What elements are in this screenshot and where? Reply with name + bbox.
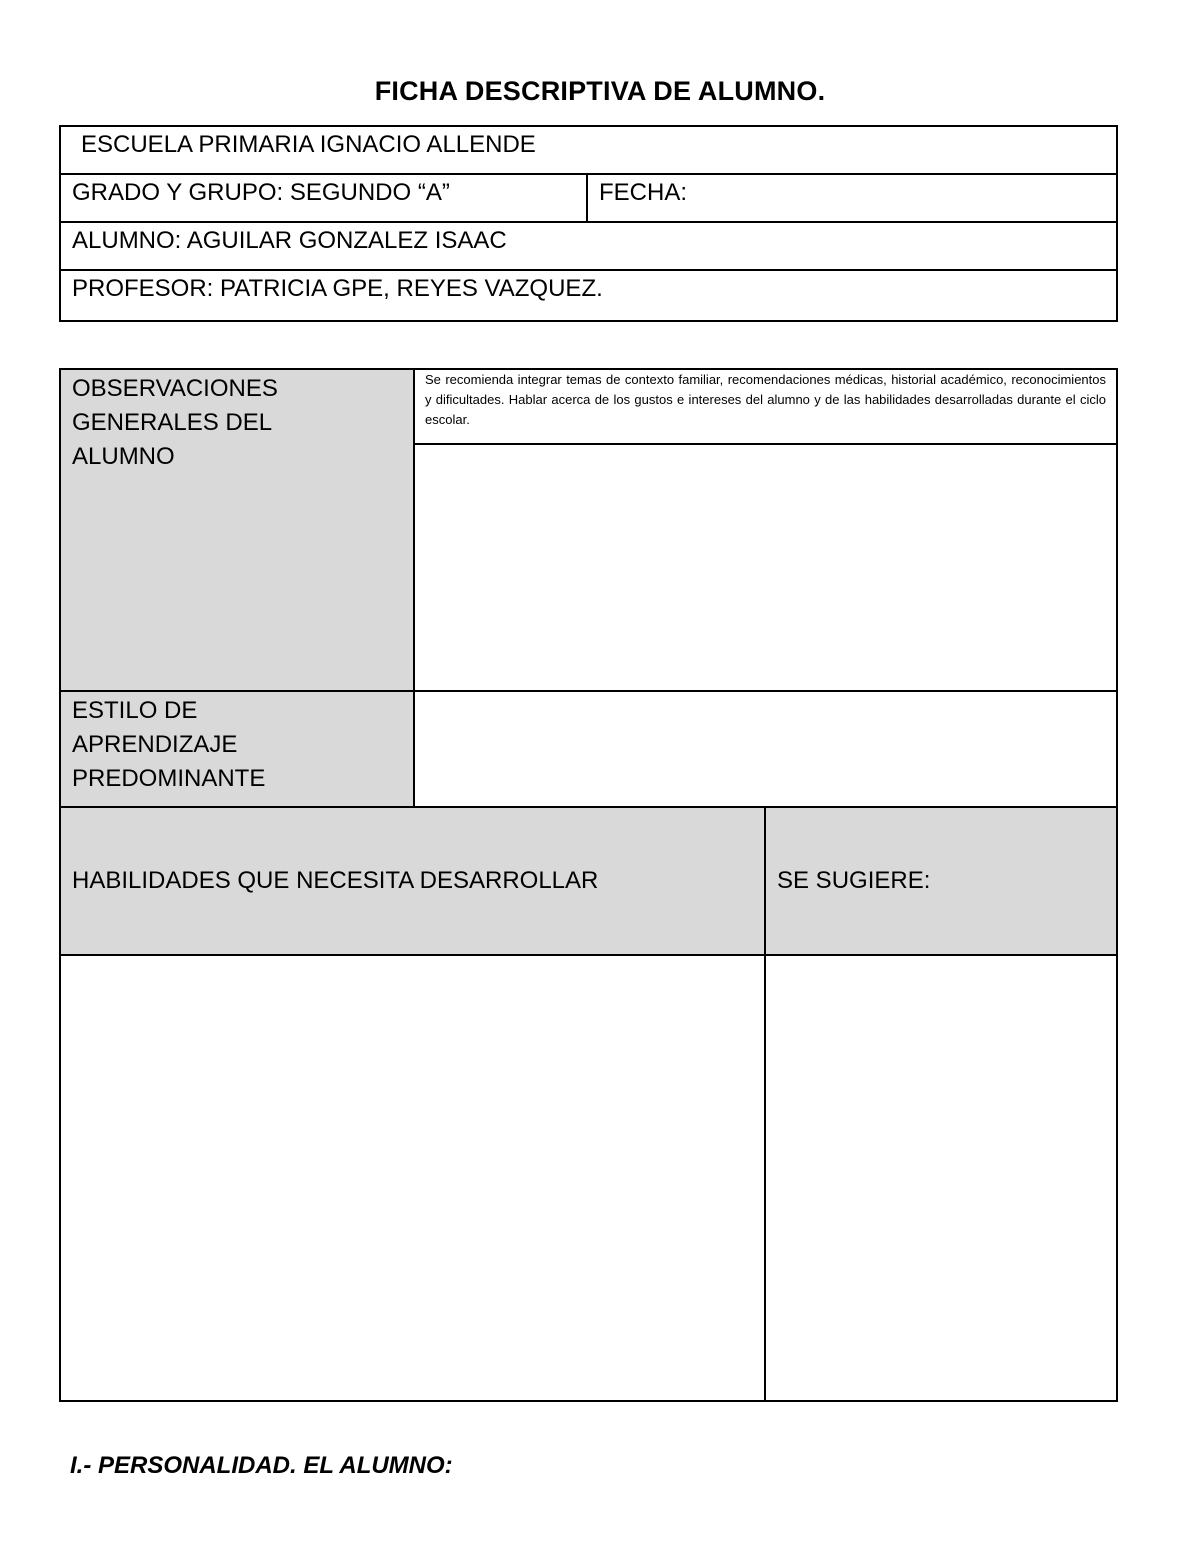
student-name[interactable]: ALUMNO: AGUILAR GONZALEZ ISAAC bbox=[72, 227, 507, 254]
observations-note bbox=[415, 370, 1116, 443]
skills-header bbox=[61, 808, 764, 954]
learning-style-label-text: ESTILO DE APRENDIZAJE PREDOMINANTE bbox=[72, 697, 266, 792]
suggestion-header bbox=[766, 808, 1116, 954]
learning-style-content-field[interactable] bbox=[415, 692, 1116, 806]
personality-section-title: I.- PERSONALIDAD. EL ALUMNO: bbox=[70, 1452, 453, 1479]
divider-vertical-left bbox=[413, 370, 415, 806]
divider-observations bbox=[61, 690, 1116, 692]
date-cell[interactable]: FECHA: bbox=[599, 179, 688, 206]
grade-date-row bbox=[61, 175, 1116, 223]
divider-skills-header bbox=[61, 954, 1116, 956]
header-table bbox=[59, 125, 1118, 322]
teacher-name[interactable]: PROFESOR: PATRICIA GPE, REYES VAZQUEZ. bbox=[72, 275, 603, 302]
suggestion-content-field[interactable] bbox=[766, 956, 1116, 1400]
document-title: FICHA DESCRIPTIVA DE ALUMNO. bbox=[374, 76, 826, 106]
observations-label bbox=[61, 370, 413, 690]
suggestion-header-text: SE SUGIERE: bbox=[777, 867, 931, 894]
observations-content-field[interactable] bbox=[415, 445, 1116, 690]
observations-label-text: OBSERVACIONES GENERALES DEL ALUMNO bbox=[72, 375, 278, 470]
divider-learning-style bbox=[61, 806, 1116, 808]
grade-group-cell[interactable]: GRADO Y GRUPO: SEGUNDO “A” bbox=[61, 175, 588, 223]
divider-vertical-right bbox=[764, 808, 766, 1400]
skills-content-field[interactable] bbox=[61, 956, 764, 1400]
divider-note bbox=[415, 443, 1116, 445]
school-row bbox=[61, 127, 1116, 175]
evaluation-table bbox=[59, 368, 1118, 1402]
teacher-row bbox=[61, 271, 1116, 319]
skills-header-text: HABILIDADES QUE NECESITA DESARROLLAR bbox=[72, 867, 599, 894]
learning-style-label bbox=[61, 692, 413, 806]
school-name[interactable]: ESCUELA PRIMARIA IGNACIO ALLENDE bbox=[81, 131, 536, 158]
student-row bbox=[61, 223, 1116, 271]
observations-note-text: Se recomienda integrar temas de contexto familiar, recomendaciones médicas, historial académico, reconocimientos y dificultades. Hablar acerca de los gustos e intereses del alumno y de las habilidades desarrolladas durante el ciclo escolar. bbox=[425, 372, 1106, 427]
